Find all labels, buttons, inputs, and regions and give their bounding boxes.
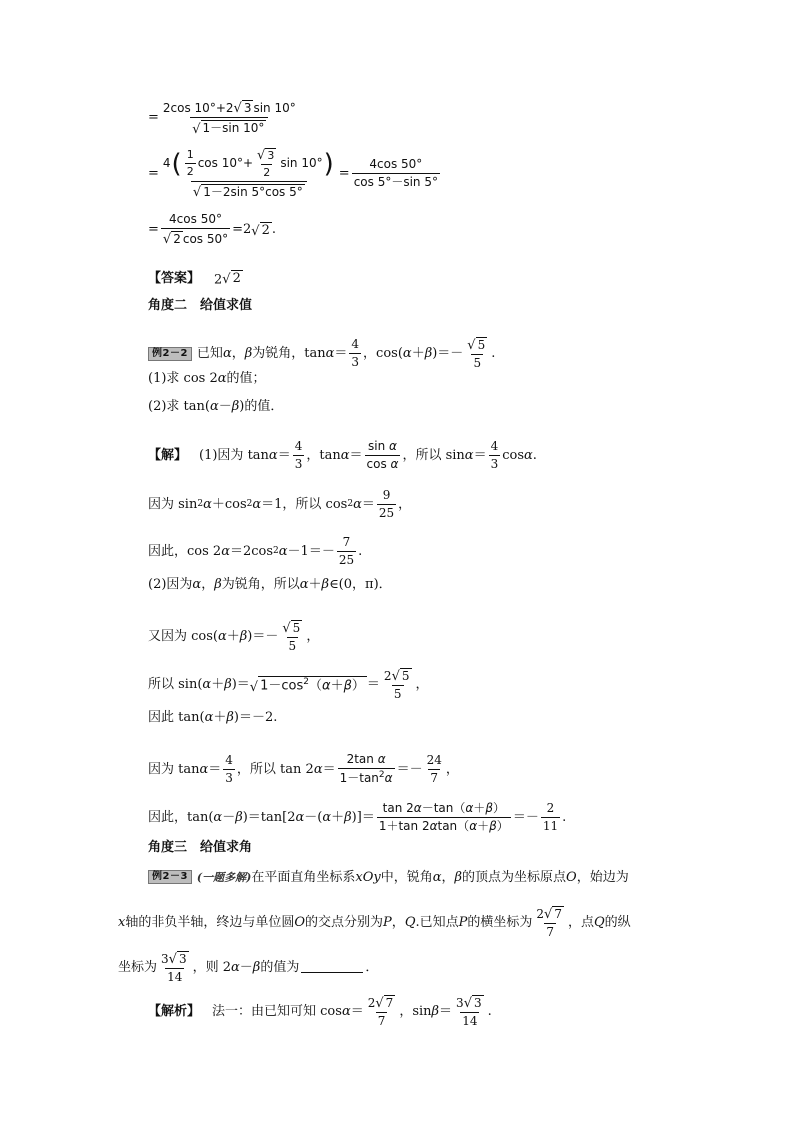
analysis-line: 【解析】 法一：由已知可知 cos α ＝ 2 √ 7 7 ，sin β ＝ 3 √ 3 14 . (148, 996, 492, 1029)
solution-step-4: (2)因为 α ， β 为锐角，所以 α ＋ β ∈(0，π)． (148, 577, 392, 592)
answer-label: 【答案】 (148, 270, 201, 286)
solution-step-9: 因此，tan( α － β )＝tan[2 α －( α ＋ β )]＝ $\frac{\tan 2\alpha-\tan(\alpha+\beta)}{1+\tan 2\alpha\tan(\alpha+\beta)}$ ＝－ $\frac{2}{11}$ . (148, 801, 567, 834)
solution-step-8: 因为 tan α ＝ $\frac{4}{3}$ ，所以 tan 2 α ＝ $\frac{\text{2tan α}}{1-\tan^2\alpha}$ ＝－ $\frac{24}{7}$ ， (148, 752, 459, 786)
equals-sign: = (148, 110, 159, 126)
example-2-3-line-3: 坐标为 3 √ 3 14 ，则 2 α － β 的值为 ． (118, 952, 379, 985)
fraction: 2cos 10°+2 √ 3 sin 10° √ 1－sin 10° (162, 101, 296, 137)
section-heading-angle-2: 角度二 给值求值 (148, 298, 253, 313)
derivation-step-3: = 4cos 50° √ 2 cos 50° =2 √ 2 . (148, 212, 277, 248)
equals-sign: = (148, 222, 159, 238)
section-heading-angle-3: 角度三 给值求角 (148, 840, 253, 855)
solution-step-2: 因为 sin 2 α ＋cos 2 α ＝1，所以 cos 2 α ＝ $\frac{9}{25}$ ， (148, 488, 412, 521)
derivation-step-2 (148, 148, 442, 200)
answer-value: 2 √ 2 (214, 271, 241, 288)
answer-blank (301, 962, 363, 973)
example-tag: 例2－2 (148, 347, 192, 361)
example-2-3-line-2: x 轴的非负半轴，终边与单位圆 O 的交点分别为 P ， Q .已知点 P 的横坐标为 2 √ 7 7 ，点 Q 的纵 (118, 907, 631, 940)
answer-line (148, 270, 243, 286)
example-tag: 例2－3 (148, 870, 192, 884)
solution-step-5: 又因为 cos( α ＋ β )＝－ √ 5 5 ， (148, 621, 320, 654)
solution-step-1: 【解】 (1)因为 tan α ＝ $\frac{4}{3}$ ，tan α ＝ $\frac{\text{sin α}}{\text{cos α}}$ ，所以 sin α ＝ $\frac{4}{3}$ cos α . (148, 439, 537, 472)
question-2: (2)求 tan( α － β )的值． (148, 399, 284, 414)
derivation-step-1 (148, 100, 300, 136)
solution-step-6: 所以 sin( α ＋ β )＝ √ $1-\cos^2(\alpha+\beta)$ ＝ 2 √ 5 5 ， (148, 669, 429, 702)
fraction: $\frac{4\cos 50^\circ}{\cos 5^\circ-\sin 5^\circ}$ (353, 157, 438, 190)
equals-sign: = (338, 166, 350, 182)
question-1: (1)求 cos 2 α 的值； (148, 371, 266, 386)
equals-sign: = (148, 166, 159, 182)
fraction: 4cos 50° √ 2 cos 50° (162, 212, 229, 248)
solution-step-7: 因此 tan( α ＋ β )＝－2. (148, 710, 278, 725)
example-2-2: 例2－2 已知 α ， β 为锐角，tan α ＝ $\frac{4}{3}$ ，cos( α ＋ β )＝－ √ 5 5 . (148, 337, 495, 371)
solution-label: 【解】 (148, 448, 188, 464)
fraction: 4 ( $\frac{1}{2}$ cos 10°+ √ 3 2 sin 10° ) √ 1－2sin 5°cos 5° (162, 148, 334, 201)
solution-step-3: 因此，cos 2 α ＝2cos 2 α －1＝－ $\frac{7}{25}$ . (148, 535, 363, 568)
analysis-label: 【解析】 (148, 1004, 201, 1020)
multi-solution-badge: (一题多解) (196, 870, 252, 884)
example-2-3-line-1: 例2－3 (一题多解) 在平面直角坐标系 xOy 中，锐角 α ， β 的顶点为坐标原点 O ，始边为 (118, 870, 678, 884)
